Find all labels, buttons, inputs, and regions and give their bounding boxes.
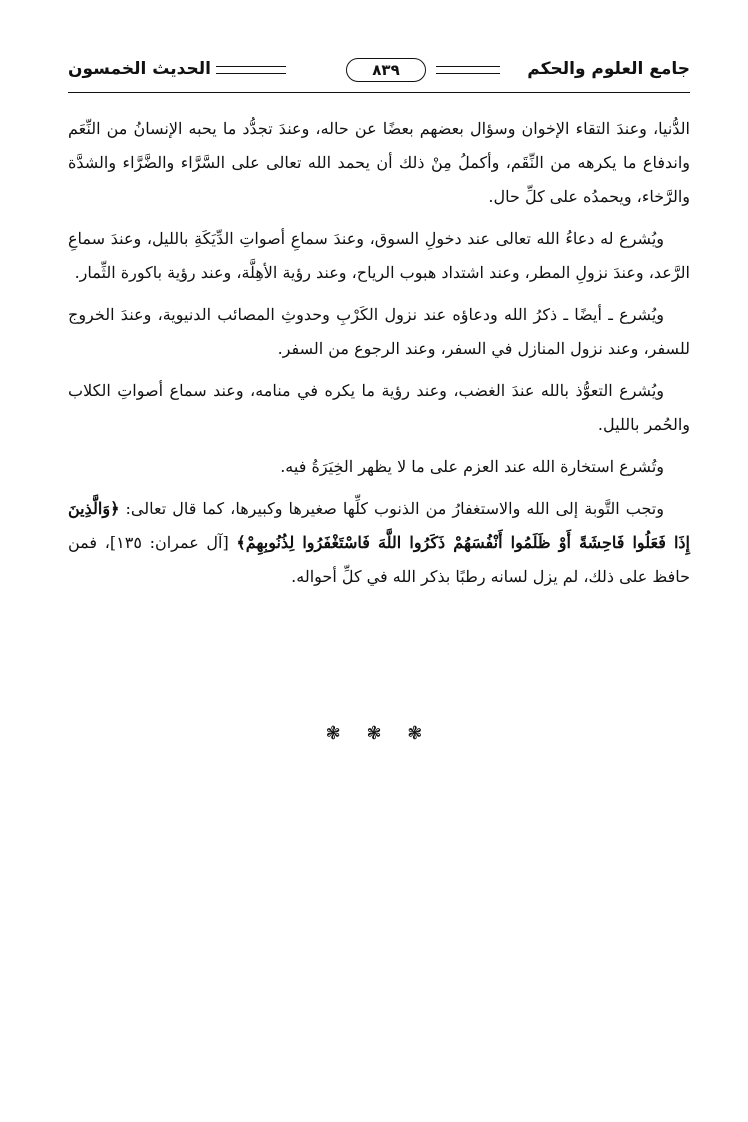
section-ornaments xyxy=(0,722,748,746)
header-divider xyxy=(68,92,690,93)
header-rule-right xyxy=(436,66,500,74)
chapter-title: الحديث الخمسون xyxy=(68,59,211,79)
paragraph-6-intro: وتجب التَّوبة إلى الله والاستغفارُ من الذنوب كلِّها صغيرها وكبيرها، كما قال تعالى: xyxy=(125,499,664,518)
paragraph-6-conclusion: [آل عمران: ١٣٥]، فمن حافظ على ذلك، لم يزل لسانه رطبًا بذكر الله في كلِّ أحواله. xyxy=(68,533,690,586)
paragraph-5: وتُشرع استخارة الله عند العزم على ما لا يظهر الخِيَرَةُ فيه. xyxy=(280,457,664,476)
header-rule-left xyxy=(216,66,286,74)
page-body xyxy=(68,112,690,602)
book-title: جامع العلوم والحكم xyxy=(527,59,690,79)
running-header xyxy=(68,56,690,84)
paragraph-1: الدُّنيا، وعندَ التقاء الإخوان وسؤال بعضهم بعضًا عن حاله، وعندَ تجدُّد ما يحبه الإنسانُ من النِّعَم واندفاع ما يكرهه من النِّقَم، وأكملُ مِنْ ذلك أن يحمد الله تعالى على السَّرَّاء والضَّرَّاء والشدَّة والرَّخاء، ويحمدُه على كلِّ حال. xyxy=(68,119,691,206)
flower-ornament-icon: ❃ xyxy=(325,723,341,744)
paragraph-4: ويُشرع التعوُّذ بالله عندَ الغضب، وعند رؤية ما يكره في منامه، وعند سماع أصواتِ الكلاب والحُمر بالليل. xyxy=(68,381,690,434)
flower-ornament-icon: ❃ xyxy=(366,723,382,744)
paragraph-2: ويُشرع له دعاءُ الله تعالى عند دخولِ السوق، وعندَ سماعِ أصواتِ الدِّيَكَةِ بالليل، وعندَ سماعِ الرَّعد، وعندَ نزولِ المطر، وعند اشتداد هبوب الرياح، وعند رؤية الأهِلَّة، وعند رؤية باكورة الثِّمار. xyxy=(68,229,690,282)
page-number: ٨٣٩ xyxy=(346,58,426,82)
paragraph-6 xyxy=(68,492,690,594)
flower-ornament-icon: ❃ xyxy=(407,723,423,744)
quran-verse: ﴿وَالَّذِينَ إِذَا فَعَلُوا فَاحِشَةً أَوْ ظَلَمُوا أَنْفُسَهُمْ ذَكَرُوا اللَّهَ فَاسْتَغْفَرُوا لِذُنُوبِهِمْ﴾ xyxy=(68,499,691,552)
paragraph-3: ويُشرع ـ أيضًا ـ ذكرُ الله ودعاؤه عند نزول الكَرْبِ وحدوثِ المصائب الدنيوية، وعندَ الخروج للسفر، وعند نزول المنازل في السفر، وعند الرجوع من السفر. xyxy=(68,305,690,358)
